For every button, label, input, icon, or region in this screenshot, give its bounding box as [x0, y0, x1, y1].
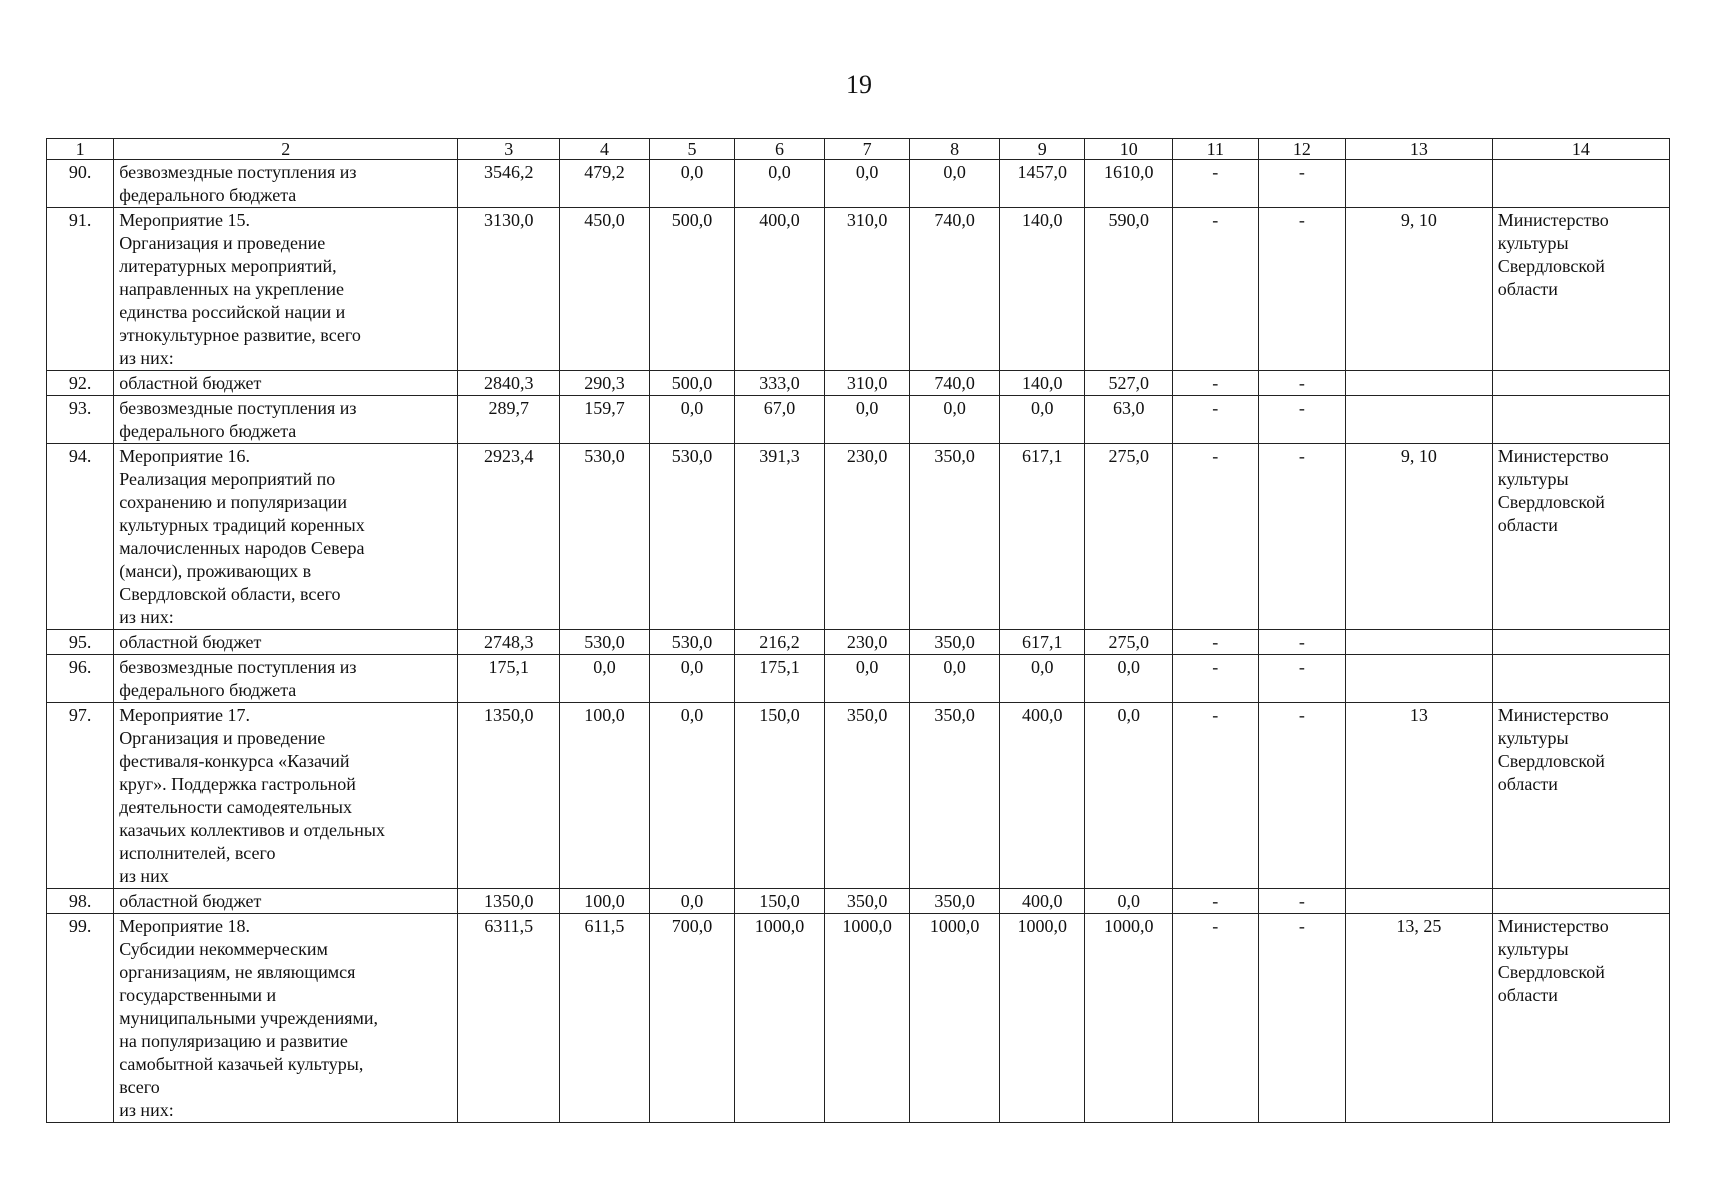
amount-cell: 500,0 [649, 208, 735, 371]
row-number-cell: 96. [47, 655, 114, 703]
column-11-cell: - [1173, 396, 1259, 444]
header-cell: 10 [1085, 139, 1173, 160]
header-cell: 14 [1492, 139, 1669, 160]
table-row [47, 444, 1670, 630]
target-reference-cell [1346, 655, 1493, 703]
table-header-row [47, 139, 1670, 160]
amount-cell: 617,1 [999, 630, 1085, 655]
amount-cell: 350,0 [824, 889, 910, 914]
amount-cell: 350,0 [910, 889, 1000, 914]
amount-cell: 3130,0 [458, 208, 560, 371]
header-cell: 6 [735, 139, 825, 160]
amount-cell: 0,0 [649, 655, 735, 703]
header-cell: 9 [999, 139, 1085, 160]
column-11-cell: - [1173, 630, 1259, 655]
amount-cell: 6311,5 [458, 914, 560, 1123]
amount-cell: 740,0 [910, 208, 1000, 371]
row-description-cell: областной бюджет [114, 630, 458, 655]
table-row [47, 655, 1670, 703]
amount-cell: 1000,0 [910, 914, 1000, 1123]
row-description-cell: безвозмездные поступления из федерального бюджета [114, 396, 458, 444]
amount-cell: 590,0 [1085, 208, 1173, 371]
responsible-executor-cell [1492, 371, 1669, 396]
amount-cell: 150,0 [735, 703, 825, 889]
header-cell: 8 [910, 139, 1000, 160]
amount-cell: 1610,0 [1085, 160, 1173, 208]
amount-cell: 0,0 [999, 655, 1085, 703]
column-11-cell: - [1173, 703, 1259, 889]
target-reference-cell: 9, 10 [1346, 444, 1493, 630]
amount-cell: 310,0 [824, 208, 910, 371]
amount-cell: 350,0 [824, 703, 910, 889]
amount-cell: 530,0 [560, 444, 650, 630]
responsible-executor-cell: Министерство культуры Свердловской области [1492, 703, 1669, 889]
column-11-cell: - [1173, 655, 1259, 703]
column-12-cell: - [1258, 208, 1346, 371]
amount-cell: 0,0 [910, 396, 1000, 444]
amount-cell: 100,0 [560, 889, 650, 914]
table-row [47, 371, 1670, 396]
amount-cell: 391,3 [735, 444, 825, 630]
amount-cell: 1000,0 [1085, 914, 1173, 1123]
amount-cell: 0,0 [910, 655, 1000, 703]
amount-cell: 700,0 [649, 914, 735, 1123]
amount-cell: 1350,0 [458, 703, 560, 889]
amount-cell: 530,0 [560, 630, 650, 655]
responsible-executor-cell: Министерство культуры Свердловской области [1492, 444, 1669, 630]
row-number-cell: 97. [47, 703, 114, 889]
amount-cell: 216,2 [735, 630, 825, 655]
amount-cell: 230,0 [824, 444, 910, 630]
amount-cell: 500,0 [649, 371, 735, 396]
amount-cell: 0,0 [560, 655, 650, 703]
responsible-executor-cell [1492, 396, 1669, 444]
amount-cell: 0,0 [1085, 655, 1173, 703]
column-11-cell: - [1173, 914, 1259, 1123]
amount-cell: 0,0 [649, 889, 735, 914]
row-number-cell: 93. [47, 396, 114, 444]
column-12-cell: - [1258, 889, 1346, 914]
header-cell: 3 [458, 139, 560, 160]
column-12-cell: - [1258, 703, 1346, 889]
amount-cell: 0,0 [735, 160, 825, 208]
column-12-cell: - [1258, 371, 1346, 396]
row-description-cell: областной бюджет [114, 889, 458, 914]
amount-cell: 0,0 [649, 703, 735, 889]
column-12-cell: - [1258, 444, 1346, 630]
amount-cell: 63,0 [1085, 396, 1173, 444]
table-row [47, 208, 1670, 371]
amount-cell: 0,0 [824, 396, 910, 444]
amount-cell: 617,1 [999, 444, 1085, 630]
page-number: 19 [846, 70, 872, 99]
amount-cell: 530,0 [649, 630, 735, 655]
row-description-cell: Мероприятие 18. Субсидии некоммерческим организациям, не являющимся государственными и муниципальными учреждениями, на популяризацию и развитие самобытной казачьей культуры, всего из них: [114, 914, 458, 1123]
header-cell: 1 [47, 139, 114, 160]
header-cell: 11 [1173, 139, 1259, 160]
amount-cell: 3546,2 [458, 160, 560, 208]
target-reference-cell: 13, 25 [1346, 914, 1493, 1123]
amount-cell: 230,0 [824, 630, 910, 655]
row-description-cell: безвозмездные поступления из федерального бюджета [114, 160, 458, 208]
row-number-cell: 98. [47, 889, 114, 914]
amount-cell: 400,0 [999, 889, 1085, 914]
header-cell: 12 [1258, 139, 1346, 160]
target-reference-cell: 13 [1346, 703, 1493, 889]
amount-cell: 450,0 [560, 208, 650, 371]
amount-cell: 0,0 [1085, 889, 1173, 914]
amount-cell: 333,0 [735, 371, 825, 396]
amount-cell: 0,0 [1085, 703, 1173, 889]
column-12-cell: - [1258, 655, 1346, 703]
target-reference-cell [1346, 630, 1493, 655]
responsible-executor-cell [1492, 160, 1669, 208]
budget-table [46, 138, 1670, 1123]
row-number-cell: 90. [47, 160, 114, 208]
amount-cell: 0,0 [824, 655, 910, 703]
amount-cell: 611,5 [560, 914, 650, 1123]
amount-cell: 100,0 [560, 703, 650, 889]
row-description-cell: безвозмездные поступления из федерального бюджета [114, 655, 458, 703]
table-row [47, 889, 1670, 914]
responsible-executor-cell [1492, 889, 1669, 914]
row-description-cell: Мероприятие 17. Организация и проведение фестиваля-конкурса «Казачий круг». Поддержка гастрольной деятельности самодеятельных казачьих коллективов и отдельных исполнителей, всего из них [114, 703, 458, 889]
amount-cell: 740,0 [910, 371, 1000, 396]
table-row [47, 160, 1670, 208]
amount-cell: 400,0 [735, 208, 825, 371]
amount-cell: 289,7 [458, 396, 560, 444]
amount-cell: 350,0 [910, 703, 1000, 889]
amount-cell: 275,0 [1085, 630, 1173, 655]
row-description-cell: Мероприятие 15. Организация и проведение литературных мероприятий, направленных на укрепление единства российской нации и этнокультурное развитие, всего из них: [114, 208, 458, 371]
amount-cell: 67,0 [735, 396, 825, 444]
column-11-cell: - [1173, 160, 1259, 208]
column-11-cell: - [1173, 208, 1259, 371]
header-cell: 7 [824, 139, 910, 160]
amount-cell: 1350,0 [458, 889, 560, 914]
amount-cell: 175,1 [735, 655, 825, 703]
budget-table-container [46, 138, 1670, 1123]
table-row [47, 914, 1670, 1123]
target-reference-cell [1346, 160, 1493, 208]
amount-cell: 1000,0 [999, 914, 1085, 1123]
amount-cell: 2840,3 [458, 371, 560, 396]
header-cell: 4 [560, 139, 650, 160]
amount-cell: 530,0 [649, 444, 735, 630]
column-12-cell: - [1258, 160, 1346, 208]
table-row [47, 703, 1670, 889]
amount-cell: 140,0 [999, 208, 1085, 371]
amount-cell: 527,0 [1085, 371, 1173, 396]
table-row [47, 630, 1670, 655]
row-description-cell: областной бюджет [114, 371, 458, 396]
amount-cell: 0,0 [824, 160, 910, 208]
responsible-executor-cell: Министерство культуры Свердловской области [1492, 208, 1669, 371]
amount-cell: 1000,0 [735, 914, 825, 1123]
amount-cell: 150,0 [735, 889, 825, 914]
row-number-cell: 99. [47, 914, 114, 1123]
row-description-cell: Мероприятие 16. Реализация мероприятий по сохранению и популяризации культурных традиций коренных малочисленных народов Севера (манси), проживающих в Свердловской области, всего из них: [114, 444, 458, 630]
column-11-cell: - [1173, 371, 1259, 396]
amount-cell: 0,0 [999, 396, 1085, 444]
amount-cell: 0,0 [649, 396, 735, 444]
amount-cell: 350,0 [910, 444, 1000, 630]
header-cell: 5 [649, 139, 735, 160]
row-number-cell: 95. [47, 630, 114, 655]
amount-cell: 175,1 [458, 655, 560, 703]
column-11-cell: - [1173, 889, 1259, 914]
amount-cell: 0,0 [910, 160, 1000, 208]
amount-cell: 275,0 [1085, 444, 1173, 630]
column-12-cell: - [1258, 630, 1346, 655]
row-number-cell: 91. [47, 208, 114, 371]
table-body [47, 139, 1670, 1123]
amount-cell: 2748,3 [458, 630, 560, 655]
row-number-cell: 92. [47, 371, 114, 396]
column-12-cell: - [1258, 396, 1346, 444]
amount-cell: 1000,0 [824, 914, 910, 1123]
target-reference-cell: 9, 10 [1346, 208, 1493, 371]
table-row [47, 396, 1670, 444]
amount-cell: 0,0 [649, 160, 735, 208]
amount-cell: 350,0 [910, 630, 1000, 655]
amount-cell: 310,0 [824, 371, 910, 396]
column-12-cell: - [1258, 914, 1346, 1123]
amount-cell: 479,2 [560, 160, 650, 208]
target-reference-cell [1346, 396, 1493, 444]
target-reference-cell [1346, 371, 1493, 396]
header-cell: 13 [1346, 139, 1493, 160]
amount-cell: 2923,4 [458, 444, 560, 630]
amount-cell: 1457,0 [999, 160, 1085, 208]
amount-cell: 400,0 [999, 703, 1085, 889]
amount-cell: 140,0 [999, 371, 1085, 396]
header-cell: 2 [114, 139, 458, 160]
column-11-cell: - [1173, 444, 1259, 630]
responsible-executor-cell [1492, 655, 1669, 703]
responsible-executor-cell [1492, 630, 1669, 655]
target-reference-cell [1346, 889, 1493, 914]
amount-cell: 159,7 [560, 396, 650, 444]
row-number-cell: 94. [47, 444, 114, 630]
responsible-executor-cell: Министерство культуры Свердловской области [1492, 914, 1669, 1123]
amount-cell: 290,3 [560, 371, 650, 396]
